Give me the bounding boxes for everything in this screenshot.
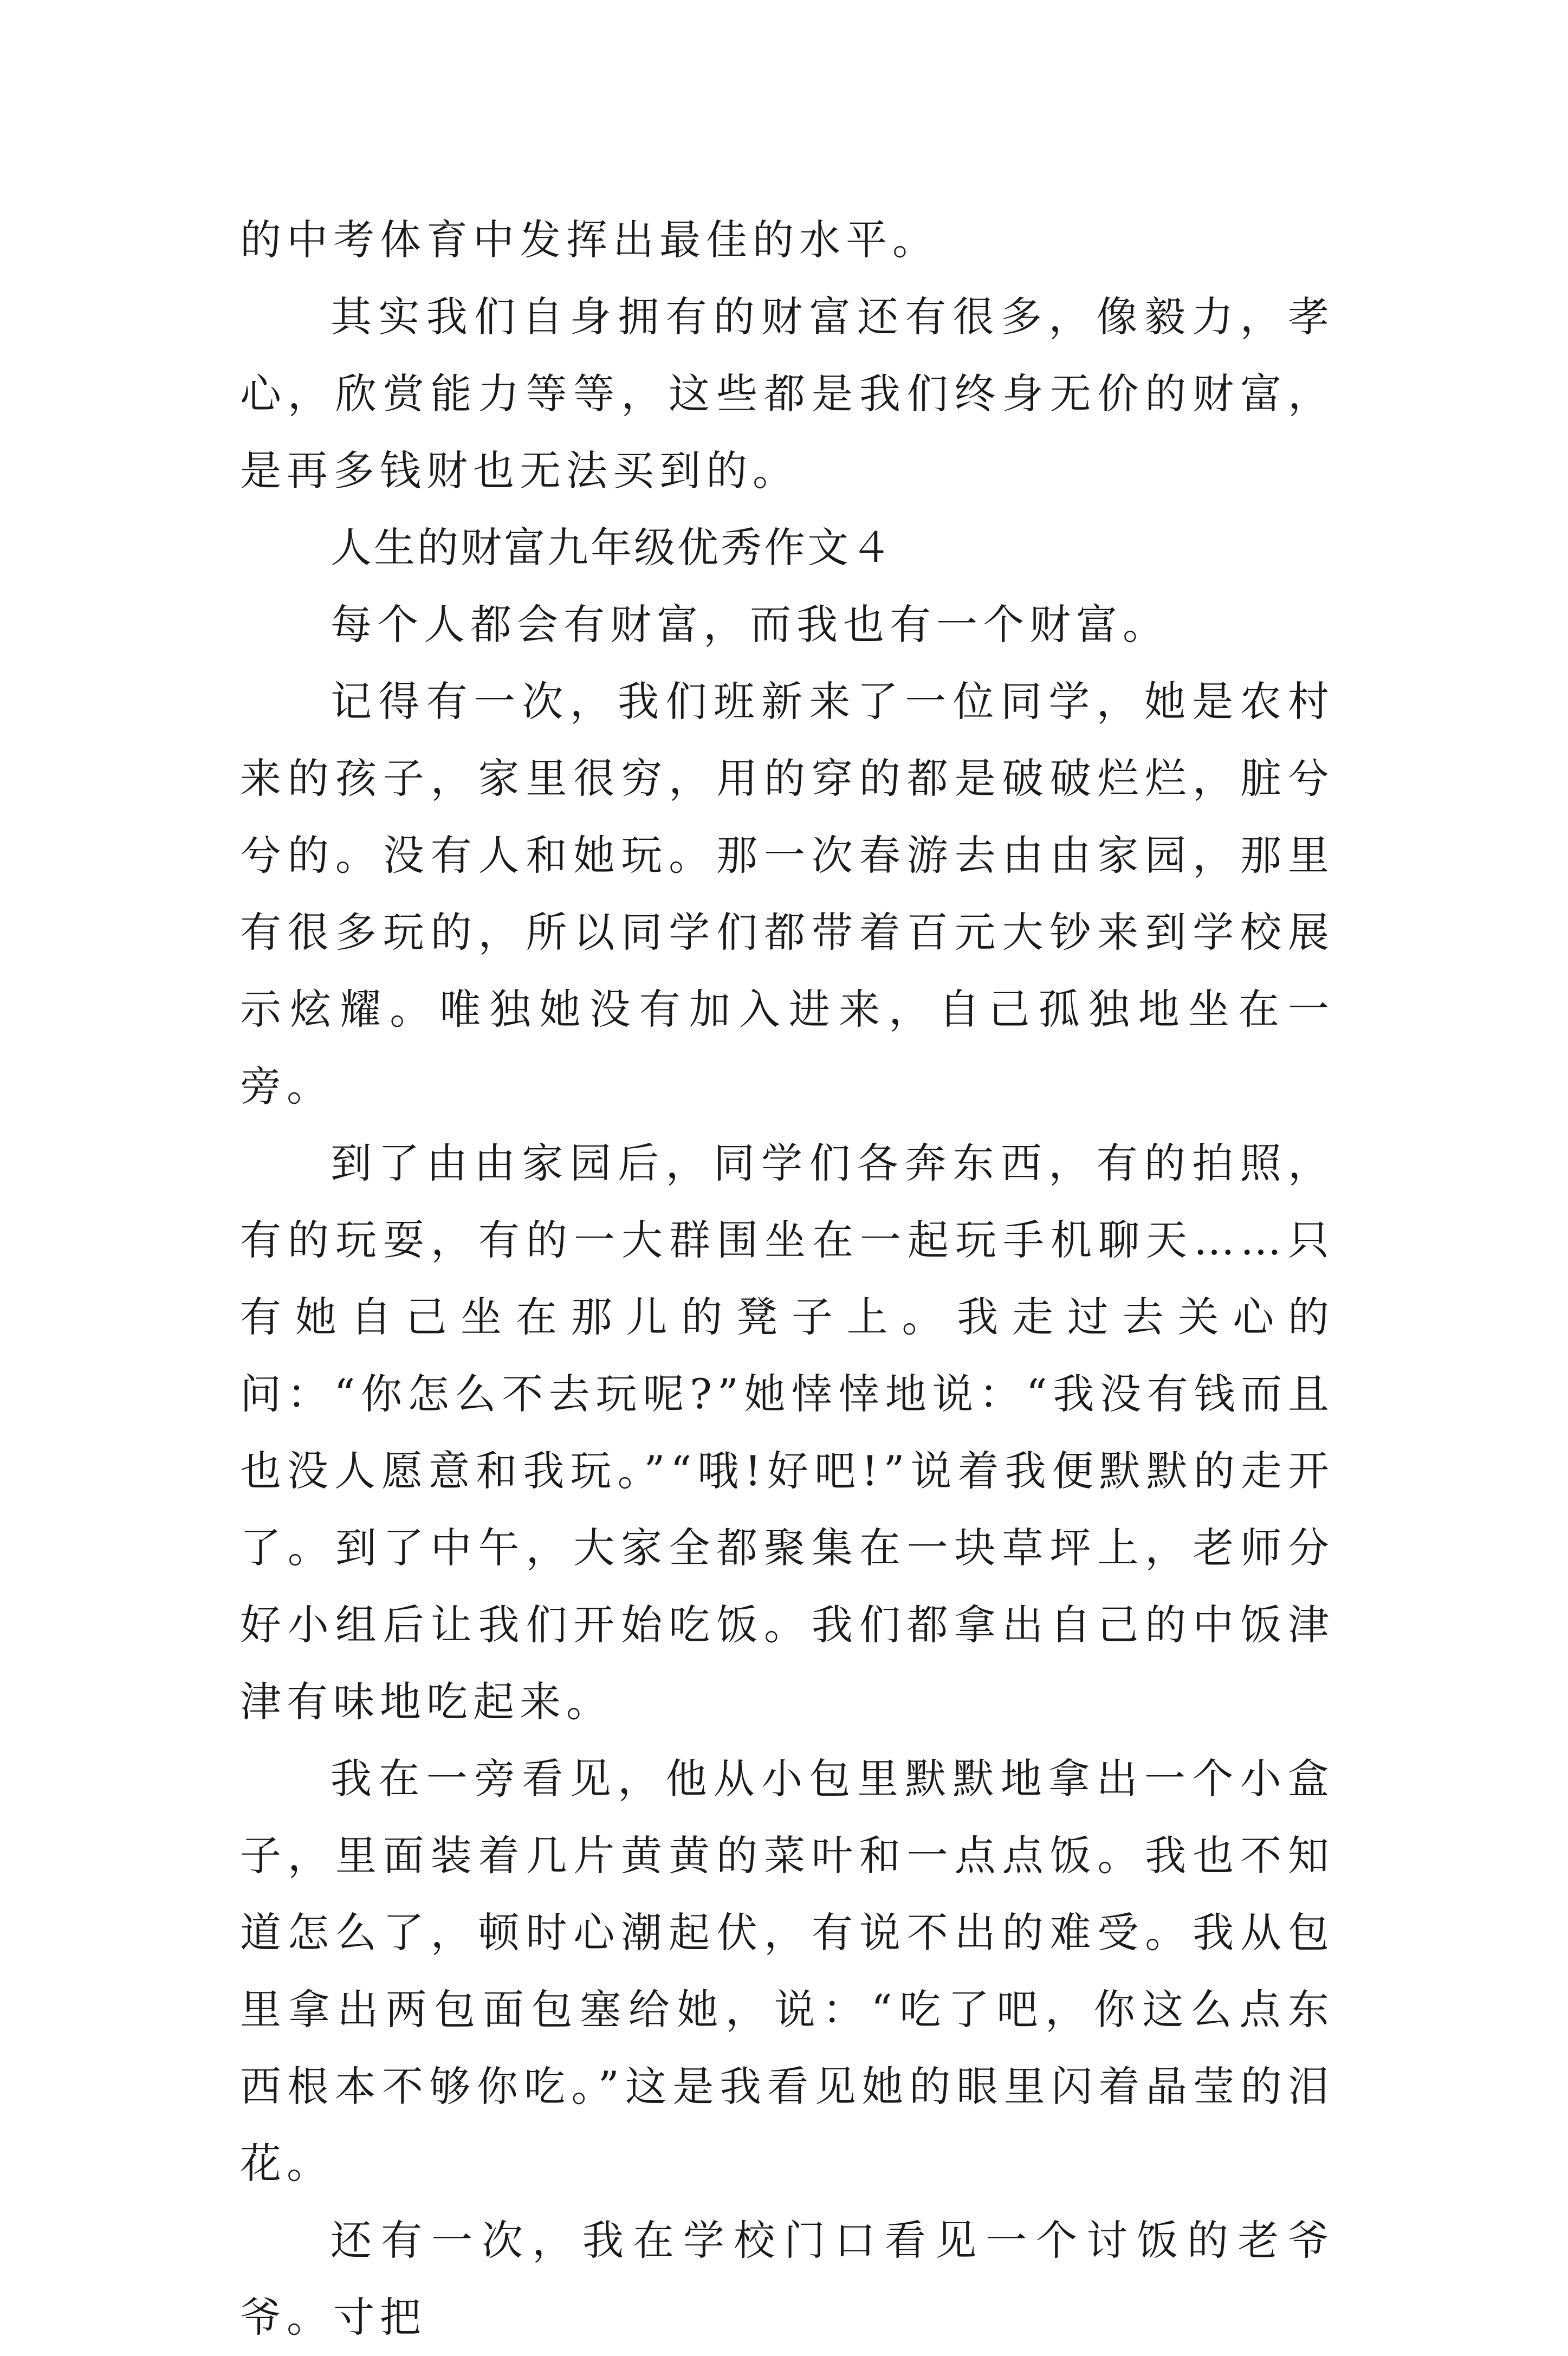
paragraph-wealth-summary: 其实我们自身拥有的财富还有很多，像毅力，孝心，欣赏能力等等，这些都是我们终身无价的财富，是再多钱财也无法买到的。: [240, 293, 1334, 495]
paragraph-lunch: 我在一旁看见，他从小包里默默地拿出一个小盒子，里面装着几片黄黄的菜叶和一点点饭。我也不知道怎么了，顿时心潮起伏，有说不出的难受。我从包里拿出两包面包塞给她，说：“吃了吧，你这么点东西根本不够你吃。”这是我看见她的眼里闪着晶莹的泪花。: [240, 1755, 1334, 2187]
essay-body: [240, 202, 1334, 2356]
paragraph-intro: 每个人都会有财富，而我也有一个财富。: [331, 600, 1169, 649]
paragraph-new-classmate: 记得有一次，我们班新来了一位同学，她是农村来的孩子，家里很穷，用的穿的都是破破烂烂，脏兮兮的。没有人和她玩。那一次春游去由由家园，那里有很多玩的，所以同学们都带着百元大钞来到学校展示炫耀。唯独她没有加入进来，自己孤独地坐在一旁。: [240, 677, 1334, 1110]
paragraph-old-man: 还有一次，我在学校门口看见一个讨饭的老爷爷。寸把: [240, 2216, 1334, 2341]
essay-title-4: 人生的财富九年级优秀作文４: [331, 523, 894, 572]
paragraph-continuation: 的中考体育中发挥出最佳的水平。: [240, 216, 939, 264]
paragraph-park-visit: 到了由由家园后，同学们各奔东西，有的拍照，有的玩耍，有的一大群围坐在一起玩手机聊天……只有她自己坐在那儿的凳子上。我走过去关心的问：“你怎么不去玩呢?”她悻悻地说：“我没有钱而且也没人愿意和我玩。”“哦!好吧!”说着我便默默的走开了。到了中午，大家全都聚集在一块草坪上，老师分好小组后让我们开始吃饭。我们都拿出自己的中饭津津有味地吃起来。: [240, 1139, 1334, 1726]
